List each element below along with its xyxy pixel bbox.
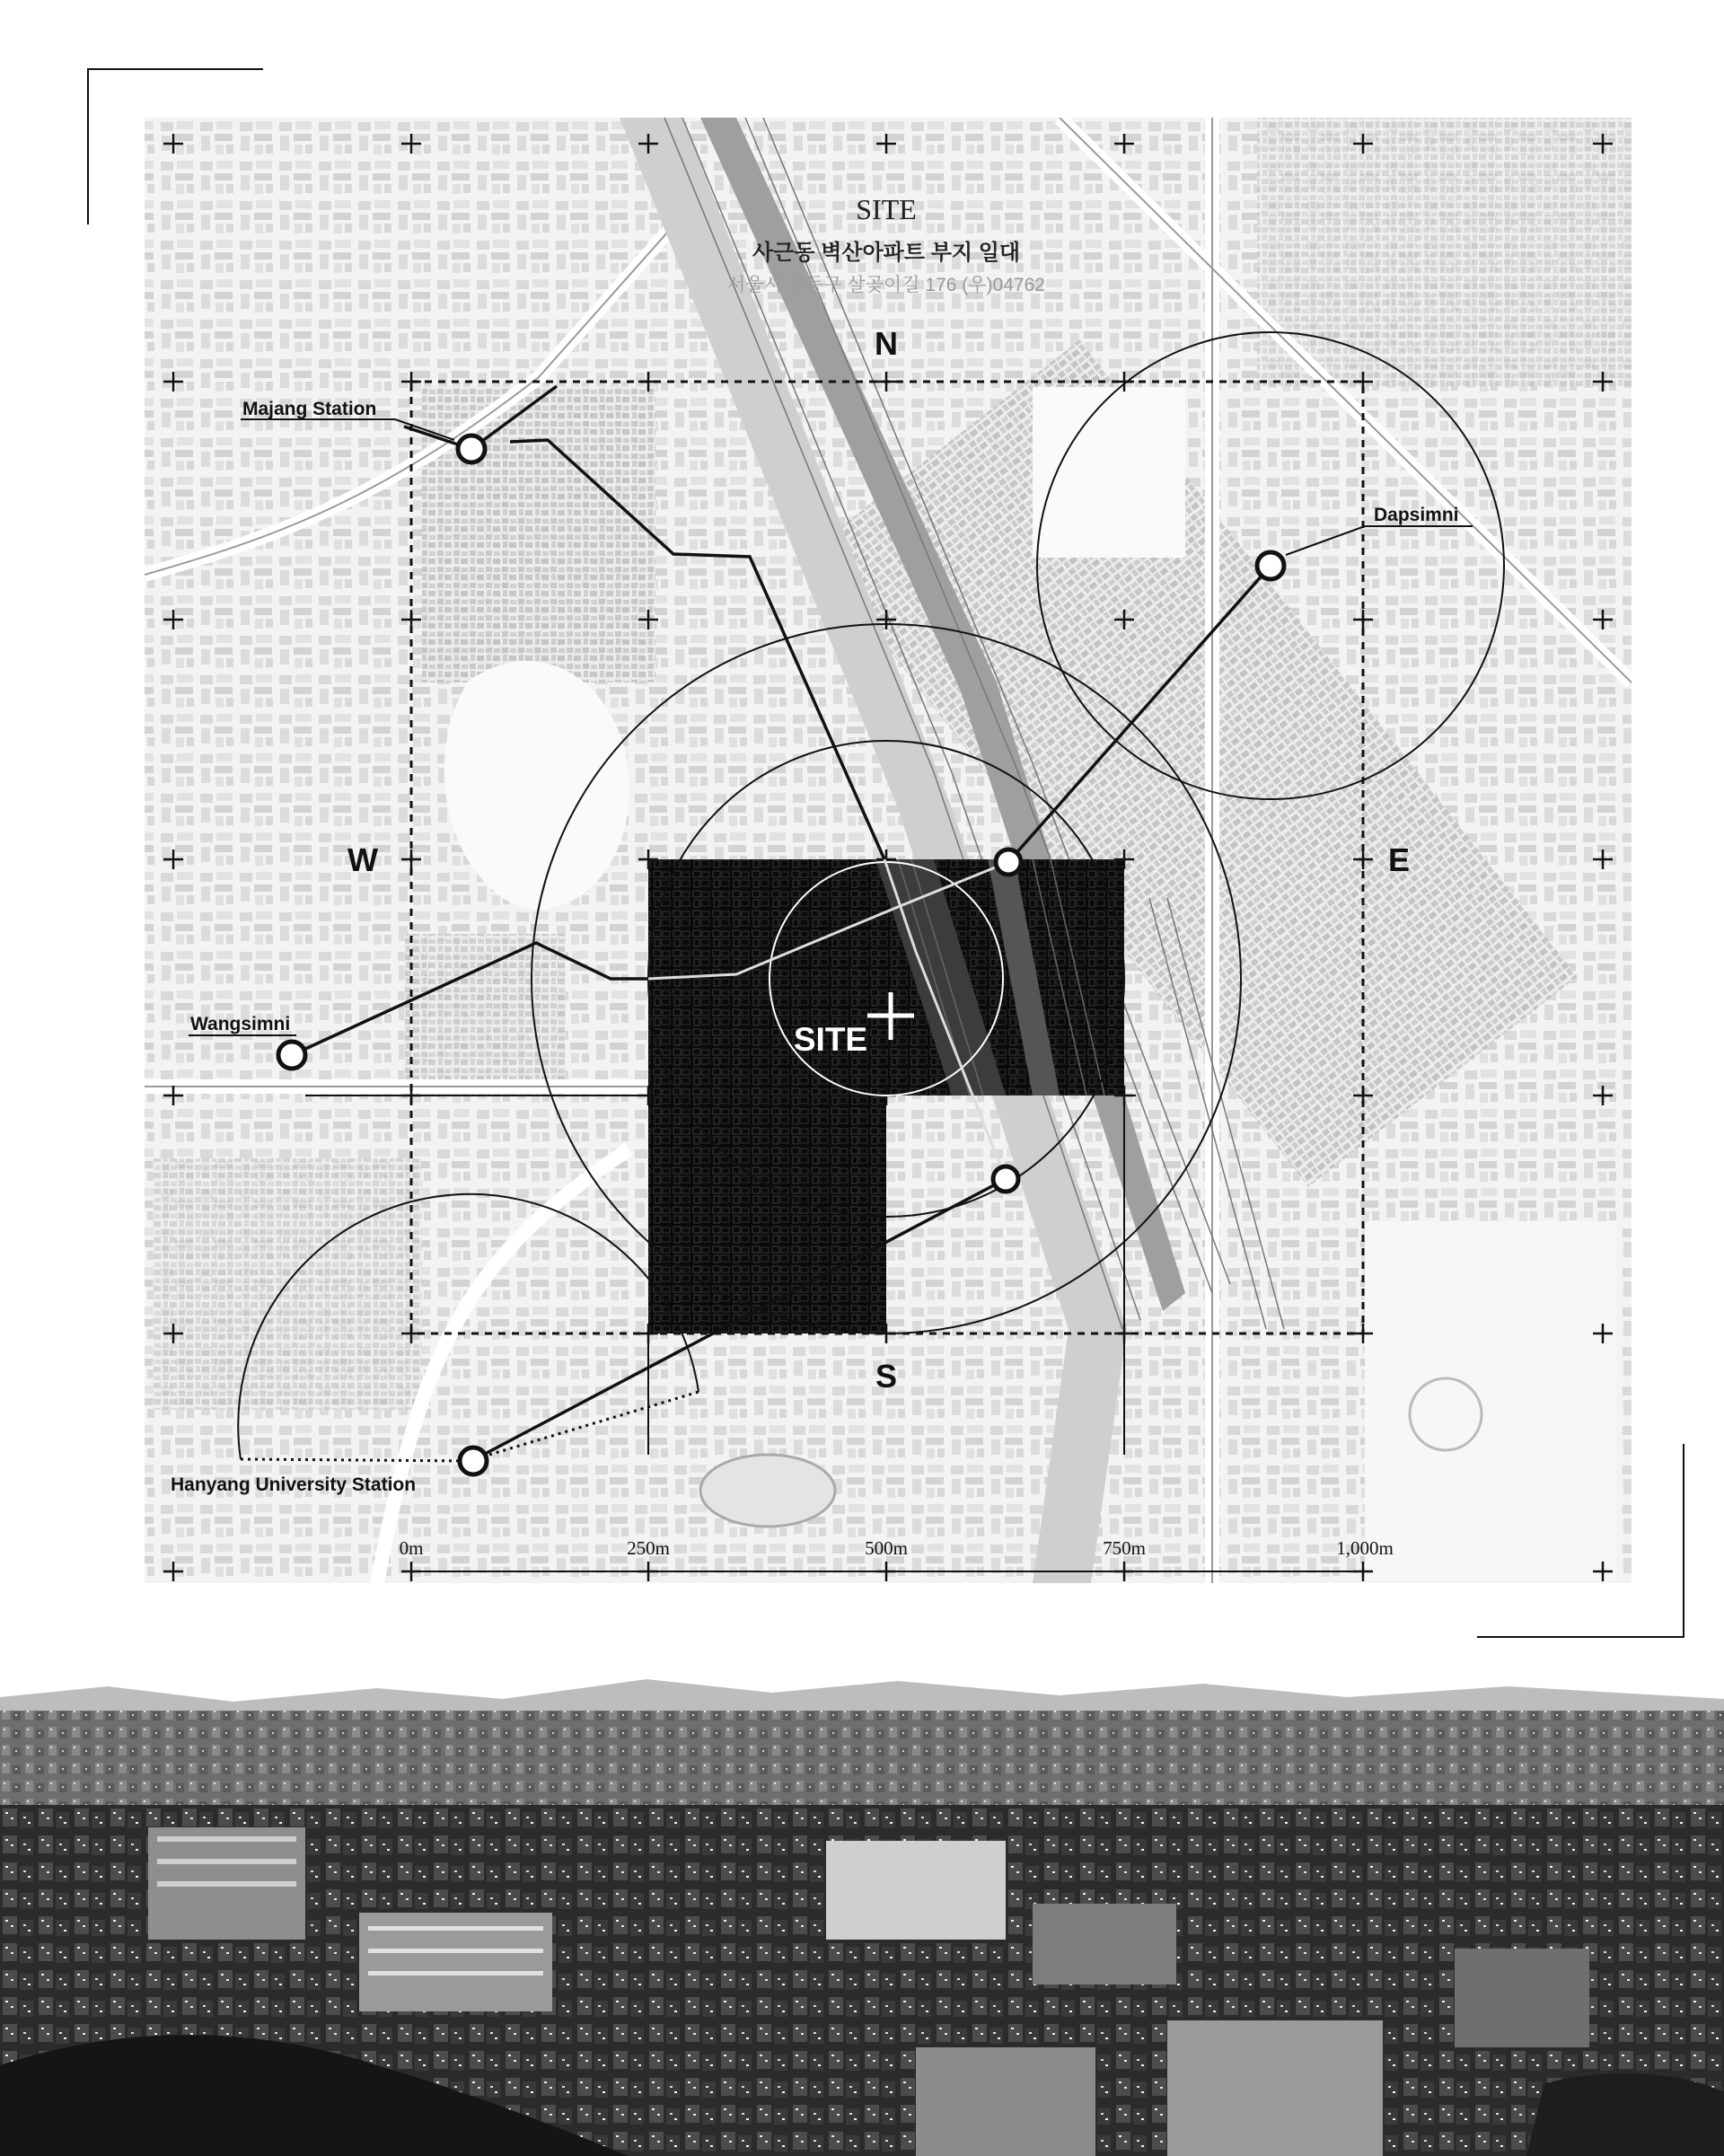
scale-tick-500: 500m [865, 1537, 908, 1559]
station-node-dapsimni [1257, 552, 1284, 579]
station-label-dapsimni: Dapsimni [1374, 505, 1459, 525]
station-label-hanyang: Hanyang University Station [171, 1474, 417, 1495]
site-label: SITE [793, 1021, 868, 1058]
sheet-title: SITE [856, 193, 917, 225]
station-node-site-se [993, 1166, 1018, 1192]
sheet-subtitle: 사근동 벽산아파트 부지 일대 [752, 241, 1021, 265]
compass-north: N [875, 325, 898, 362]
station-node-site-ne [996, 849, 1021, 875]
station-label-majang: Majang Station [242, 399, 377, 419]
station-node-majang [458, 436, 485, 462]
sheet-address: 서울시 성동구 살곶이길 176 (우)04762 [727, 275, 1045, 295]
compass-west: W [347, 841, 378, 878]
compass-south: S [875, 1358, 898, 1395]
cityscape-photo [0, 1652, 1724, 2156]
compass-east: E [1387, 841, 1411, 878]
scale-tick-1000: 1,000m [1336, 1537, 1394, 1559]
scale-tick-250: 250m [627, 1537, 670, 1559]
scale-tick-750: 750m [1103, 1537, 1146, 1559]
station-node-wangsimni [278, 1042, 305, 1069]
station-label-wangsimni: Wangsimni [190, 1014, 291, 1034]
scale-tick-0: 0m [399, 1537, 424, 1559]
station-node-hanyang [460, 1448, 487, 1474]
